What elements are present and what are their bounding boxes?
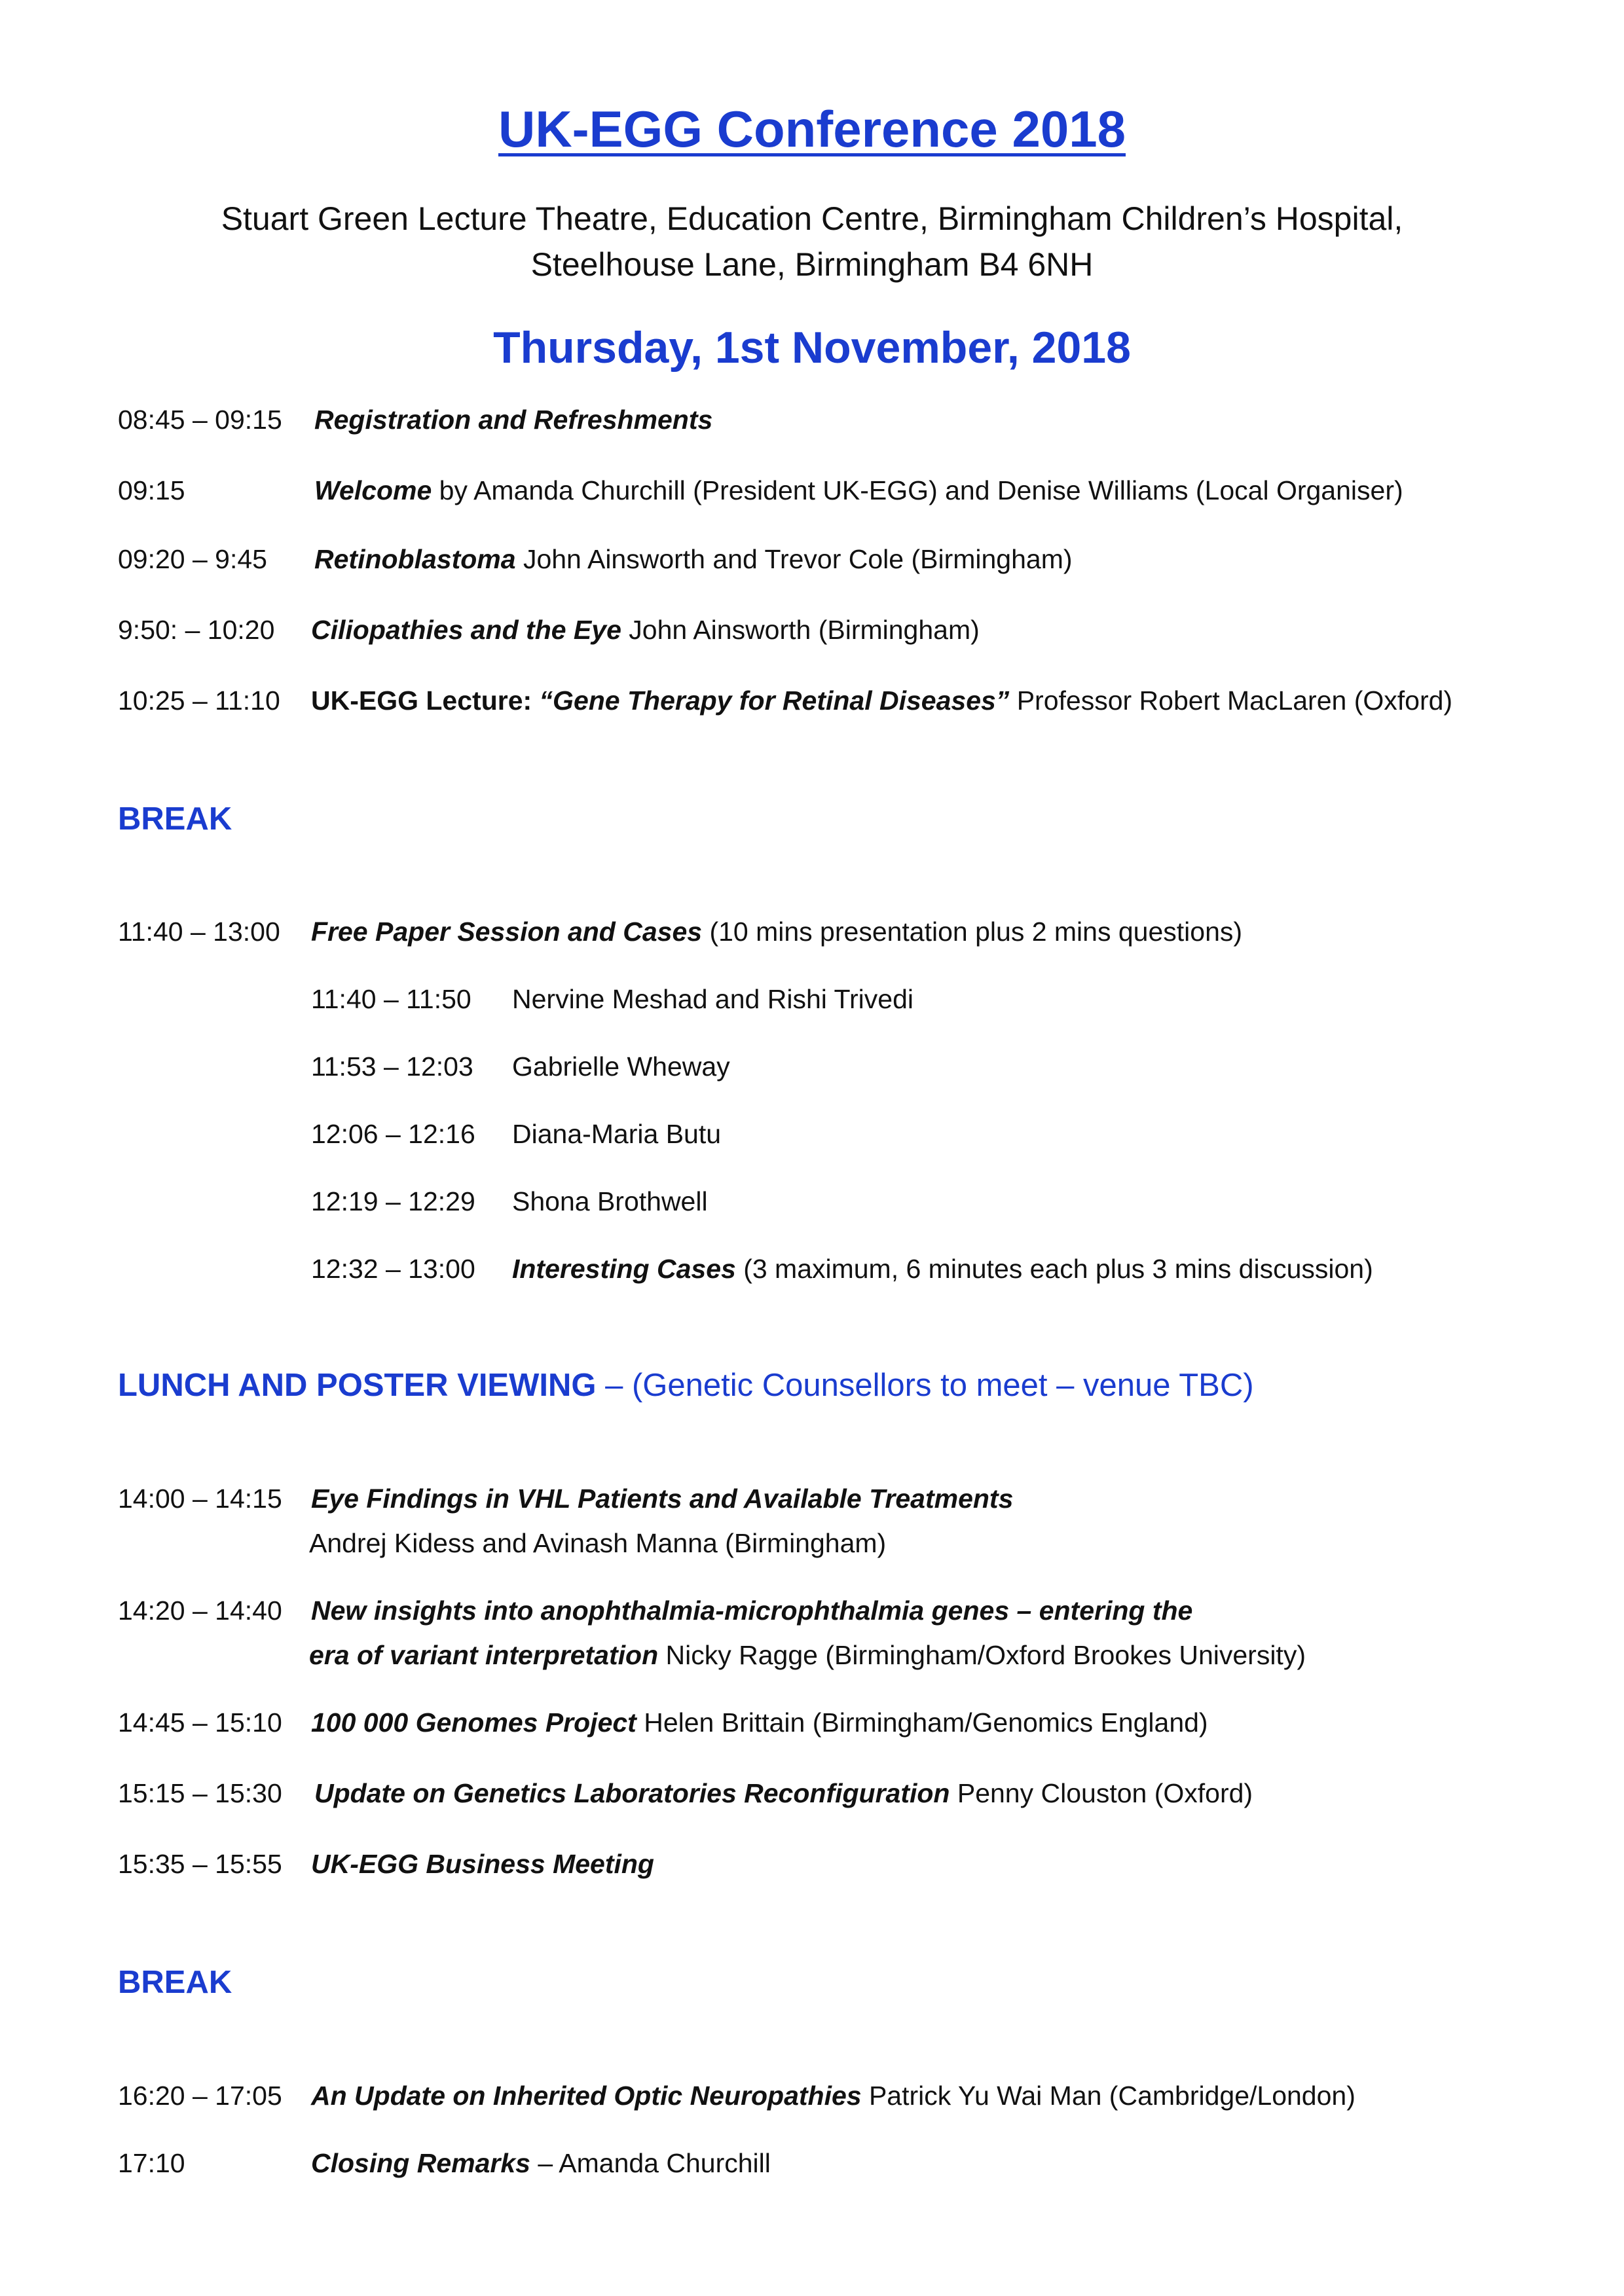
lunch-heading [118, 1367, 1254, 1404]
session-description [314, 475, 1403, 506]
session-detail: John Ainsworth and Trevor Cole (Birmingham) [515, 544, 1073, 574]
session-title: 100 000 Genomes Project [311, 1707, 637, 1738]
session-title: “Gene Therapy for Retinal Diseases” [539, 685, 1010, 716]
session-time: 17:10 [118, 2148, 185, 2178]
session-detail: John Ainsworth (Birmingham) [621, 615, 980, 645]
venue-line-2: Steelhouse Lane, Birmingham B4 6NH [530, 246, 1094, 283]
session-description-cont [309, 1640, 1306, 1671]
talk-speaker: Shona Brothwell [512, 1186, 708, 1216]
session-detail: Penny Clouston (Oxford) [950, 1778, 1253, 1808]
session-time: 15:15 – 15:30 [118, 1778, 282, 1808]
session-title: Ciliopathies and the Eye [311, 615, 621, 645]
session-time: 14:45 – 15:10 [118, 1707, 282, 1738]
lunch-label: LUNCH AND POSTER VIEWING [118, 1368, 597, 1403]
talk-time: 12:32 – 13:00 [311, 1254, 475, 1284]
conference-date: Thursday, 1st November, 2018 [493, 323, 1131, 373]
lunch-note: – (Genetic Counsellors to meet – venue TBC) [596, 1368, 1254, 1403]
session-detail: Helen Brittain (Birmingham/Genomics England) [636, 1707, 1208, 1738]
session-title: An Update on Inherited Optic Neuropathies [311, 2081, 862, 2111]
session-description [311, 2148, 771, 2179]
session-title: Free Paper Session and Cases [311, 917, 703, 947]
lecture-prefix: UK-EGG Lecture: [311, 685, 540, 716]
talk-time: 11:40 – 11:50 [311, 984, 471, 1014]
cases-detail: (3 maximum, 6 minutes each plus 3 mins discussion) [735, 1254, 1373, 1284]
session-detail: (10 mins presentation plus 2 mins questions) [702, 917, 1243, 947]
cases-description [512, 1254, 1373, 1285]
session-description [311, 917, 1242, 947]
talk-speaker: Diana-Maria Butu [512, 1119, 722, 1149]
session-time: 14:00 – 14:15 [118, 1484, 282, 1514]
page-title: UK-EGG Conference 2018 [498, 100, 1126, 158]
session-time: 09:15 [118, 475, 185, 505]
session-description [311, 2081, 1356, 2111]
session-title-cont: era of variant interpretation [309, 1640, 659, 1670]
session-detail: Patrick Yu Wai Man (Cambridge/London) [861, 2081, 1356, 2111]
session-detail: by Amanda Churchill (President UK-EGG) and Denise Williams (Local Organiser) [432, 475, 1403, 505]
talk-speaker: Nervine Meshad and Rishi Trivedi [512, 984, 913, 1014]
session-description [311, 685, 1452, 716]
session-description [314, 544, 1073, 575]
session-description [311, 1484, 1013, 1514]
session-title: Registration and Refreshments [314, 405, 713, 435]
session-time: 14:20 – 14:40 [118, 1595, 282, 1626]
session-description [311, 1849, 654, 1880]
session-description [314, 1778, 1253, 1809]
session-time: 16:20 – 17:05 [118, 2081, 282, 2111]
session-time: 08:45 – 09:15 [118, 405, 282, 435]
session-title: New insights into anophthalmia-microphthalmia genes – entering the [311, 1595, 1193, 1626]
session-time: 10:25 – 11:10 [118, 685, 280, 716]
break-heading: BREAK [118, 801, 232, 837]
session-time: 15:35 – 15:55 [118, 1849, 282, 1879]
session-description [311, 1707, 1208, 1738]
session-title: Eye Findings in VHL Patients and Available Treatments [311, 1484, 1014, 1514]
session-title: Closing Remarks [311, 2148, 530, 2178]
talk-time: 11:53 – 12:03 [311, 1051, 473, 1082]
talk-speaker: Gabrielle Wheway [512, 1051, 730, 1082]
session-description [311, 1595, 1192, 1626]
session-title: UK-EGG Business Meeting [311, 1849, 654, 1879]
session-detail: Nicky Ragge (Birmingham/Oxford Brookes University) [658, 1640, 1306, 1670]
session-speakers: Andrej Kidess and Avinash Manna (Birmingham) [309, 1528, 887, 1558]
session-description [314, 405, 712, 435]
talk-time: 12:06 – 12:16 [311, 1119, 475, 1149]
cases-title: Interesting Cases [512, 1254, 736, 1284]
break-heading: BREAK [118, 1965, 232, 2000]
session-time: 9:50: – 10:20 [118, 615, 275, 645]
session-time: 09:20 – 9:45 [118, 544, 267, 574]
session-description [311, 615, 980, 646]
session-time: 11:40 – 13:00 [118, 917, 280, 947]
session-title: Update on Genetics Laboratories Reconfiguration [314, 1778, 950, 1808]
session-title: Retinoblastoma [314, 544, 516, 574]
talk-time: 12:19 – 12:29 [311, 1186, 475, 1216]
session-detail: – Amanda Churchill [530, 2148, 771, 2178]
session-title: Welcome [314, 475, 432, 505]
session-detail: Professor Robert MacLaren (Oxford) [1009, 685, 1453, 716]
venue-line-1: Stuart Green Lecture Theatre, Education Centre, Birmingham Children’s Hospital, [221, 200, 1403, 237]
